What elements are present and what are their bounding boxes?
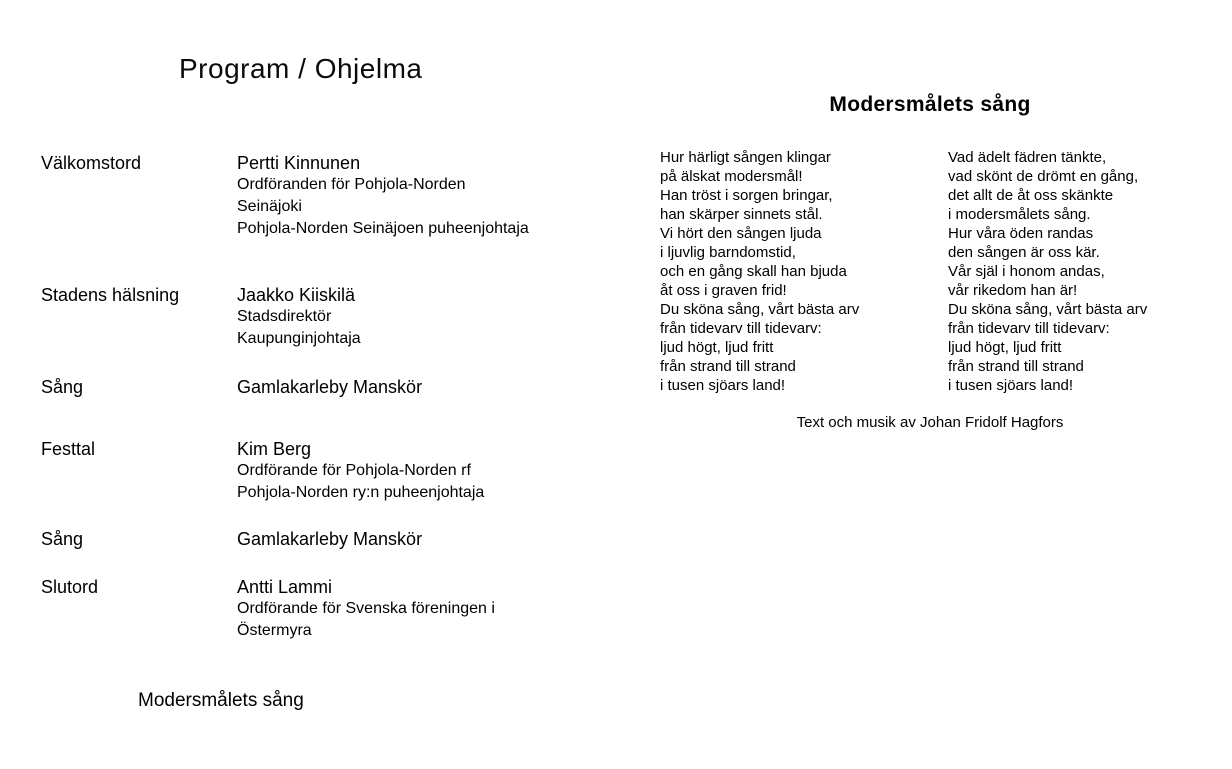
lyric-line: Vår själ i honom andas, bbox=[948, 263, 1105, 280]
lyric-line: Vad ädelt fädren tänkte, bbox=[948, 149, 1107, 166]
lyric-line: han skärper sinnets stål. bbox=[660, 206, 823, 223]
performer-name: Gamlakarleby Manskör bbox=[237, 529, 423, 549]
program-row-label: Stadens hälsning bbox=[41, 285, 180, 305]
lyric-line: Hur våra öden randas bbox=[948, 225, 1094, 242]
speaker-role-line: Stadsdirektör bbox=[237, 308, 332, 325]
lyric-line: ljud högt, ljud fritt bbox=[660, 339, 774, 356]
speaker-role-line: Pohjola-Norden Seinäjoen puheenjohtaja bbox=[237, 220, 529, 237]
program-row-content bbox=[237, 576, 657, 642]
song-credit: Text och musik av Johan Fridolf Hagfors bbox=[796, 414, 1064, 431]
program-row-label: Välkomstord bbox=[41, 153, 142, 173]
song-verse-2 bbox=[948, 148, 1218, 395]
program-row-content bbox=[237, 152, 657, 240]
program-row-label: Slutord bbox=[41, 577, 99, 597]
speaker-name: Pertti Kinnunen bbox=[237, 153, 361, 173]
speaker-role-line: Ordföranden för Pohjola-Norden bbox=[237, 176, 466, 193]
speaker-name: Jaakko Kiiskilä bbox=[237, 285, 356, 305]
speaker-role-line: Östermyra bbox=[237, 622, 312, 639]
lyric-line: ljud högt, ljud fritt bbox=[948, 339, 1062, 356]
program-row-label: Sång bbox=[41, 377, 84, 397]
lyric-line: Du sköna sång, vårt bästa arv bbox=[948, 301, 1148, 318]
speaker-role-line: Ordförande för Pohjola-Norden rf bbox=[237, 462, 471, 479]
program-row-content bbox=[237, 284, 657, 350]
speaker-name: Kim Berg bbox=[237, 439, 312, 459]
lyric-line: Vi hört den sången ljuda bbox=[660, 225, 822, 242]
lyric-line: den sången är oss kär. bbox=[948, 244, 1100, 261]
speaker-name: Antti Lammi bbox=[237, 577, 333, 597]
lyric-line: i ljuvlig barndomstid, bbox=[660, 244, 796, 261]
lyric-line: i tusen sjöars land! bbox=[948, 377, 1074, 394]
song-title: Modersmålets sång bbox=[829, 93, 1031, 116]
lyric-line: Du sköna sång, vårt bästa arv bbox=[660, 301, 860, 318]
lyric-line: vår rikedom han är! bbox=[948, 282, 1078, 299]
speaker-role-line: Pohjola-Norden ry:n puheenjohtaja bbox=[237, 484, 485, 501]
lyric-line: och en gång skall han bjuda bbox=[660, 263, 847, 280]
lyric-line: på älskat modersmål! bbox=[660, 168, 803, 185]
speaker-role-line: Seinäjoki bbox=[237, 198, 302, 215]
program-row-content bbox=[237, 528, 657, 550]
lyric-line: vad skönt de drömt en gång, bbox=[948, 168, 1139, 185]
lyric-line: det allt de åt oss skänkte bbox=[948, 187, 1114, 204]
lyric-line: från strand till strand bbox=[948, 358, 1084, 375]
lyric-line: i tusen sjöars land! bbox=[660, 377, 786, 394]
page-title: Program / Ohjelma bbox=[179, 53, 423, 84]
song-verse-1 bbox=[660, 148, 930, 395]
lyric-line: från strand till strand bbox=[660, 358, 796, 375]
performer-name: Gamlakarleby Manskör bbox=[237, 377, 423, 397]
lyric-line: från tidevarv till tidevarv: bbox=[660, 320, 822, 337]
speaker-role-line: Ordförande för Svenska föreningen i bbox=[237, 600, 495, 617]
lyric-line: Han tröst i sorgen bringar, bbox=[660, 187, 833, 204]
lyric-line: från tidevarv till tidevarv: bbox=[948, 320, 1110, 337]
program-row-content bbox=[237, 376, 657, 398]
program-row-label: Festtal bbox=[41, 439, 96, 459]
program-closing-song: Modersmålets sång bbox=[138, 690, 304, 711]
lyric-line: i modersmålets sång. bbox=[948, 206, 1091, 223]
program-row-label: Sång bbox=[41, 529, 84, 549]
speaker-role-line: Kaupunginjohtaja bbox=[237, 330, 361, 347]
lyric-line: Hur härligt sången klingar bbox=[660, 149, 831, 166]
lyric-line: åt oss i graven frid! bbox=[660, 282, 787, 299]
program-row-content bbox=[237, 438, 657, 504]
